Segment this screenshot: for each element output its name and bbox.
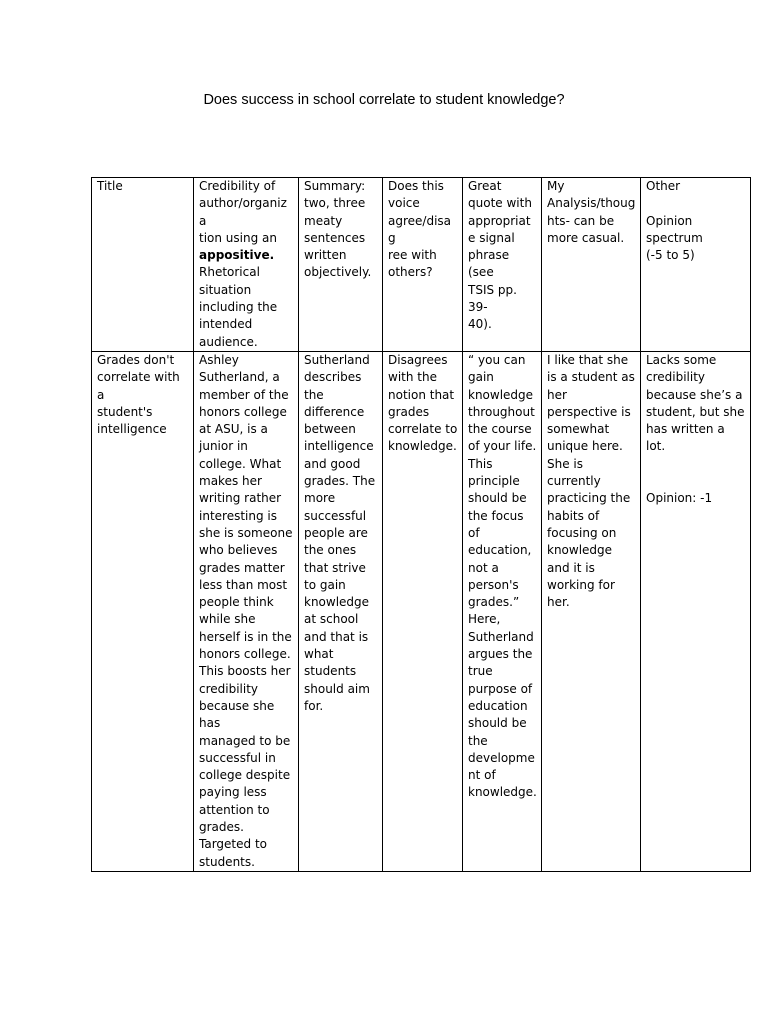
row-analysis-text: I like that she is a student as her perspective is somewhat unique here. She is currently practicing the habits of focusing on knowledge and it is working for her. [547,352,635,610]
header-cell-summary [299,178,383,352]
cell-analysis [542,351,641,871]
row-voice-text: Disagrees with the notion that grades correlate to knowledge. [388,352,458,454]
header-cell-credibility [194,178,299,352]
cell-summary [299,351,383,871]
cell-title [92,351,194,871]
row-credibility-text: Ashley Sutherland, a member of the honors college at ASU, is a junior in college. What makes her writing rather interesting is she is someone who believes grades matter less than most people think while she herself is in the honors college. This boosts her credibility because she has managed to be successful in college despite paying less attention to grades. Targeted to students. [199,352,293,869]
header-cell-title [92,178,194,352]
header-credibility-emphasis: appositive. [199,248,275,263]
header-title-text: Title [97,179,123,193]
cell-other [641,351,751,871]
header-cell-other [641,178,751,352]
cell-voice [383,351,463,871]
row-title-text: Grades don't correlate with a student's intelligence [97,352,180,437]
header-cell-analysis [542,178,641,352]
row-other-text: Lacks some credibility because she’s a student, but she has written a lot. Opinion: -1 [646,352,745,506]
cell-quote [463,351,542,871]
header-other-text: Other Opinion spectrum (-5 to 5) [646,179,703,263]
table-row [92,351,751,871]
header-quote-text: Great quote with appropriat e signal phrase (see TSIS pp. 39- 40). [468,179,532,332]
header-credibility-text: Credibility of author/organiza tion using an [199,179,287,245]
annotated-bibliography-table [91,177,751,872]
header-cell-quote [463,178,542,352]
header-analysis-text: My Analysis/thoug hts- can be more casual. [547,179,636,245]
row-quote-text: “ you can gain knowledge throughout the course of your life. This principle should be the focus of education, not a person's grades.” Here, Sutherland argues the true purpose of education should be the developme nt of knowledge. [468,352,537,800]
header-credibility-rhetorical: Rhetorical situation including the intended audience. [199,265,278,349]
cell-credibility [194,351,299,871]
header-voice-text: Does this voice agree/disag ree with others? [388,179,452,280]
header-summary-text: Summary: two, three meaty sentences written objectively. [304,179,372,280]
row-summary-text: Sutherland describes the difference between intelligence and good grades. The more successful people are the ones that strive to gain knowledge at school and that is what students should aim for. [304,352,376,713]
header-cell-voice [383,178,463,352]
table-header-row [92,178,751,352]
page-title: Does success in school correlate to student knowledge? [203,92,565,108]
